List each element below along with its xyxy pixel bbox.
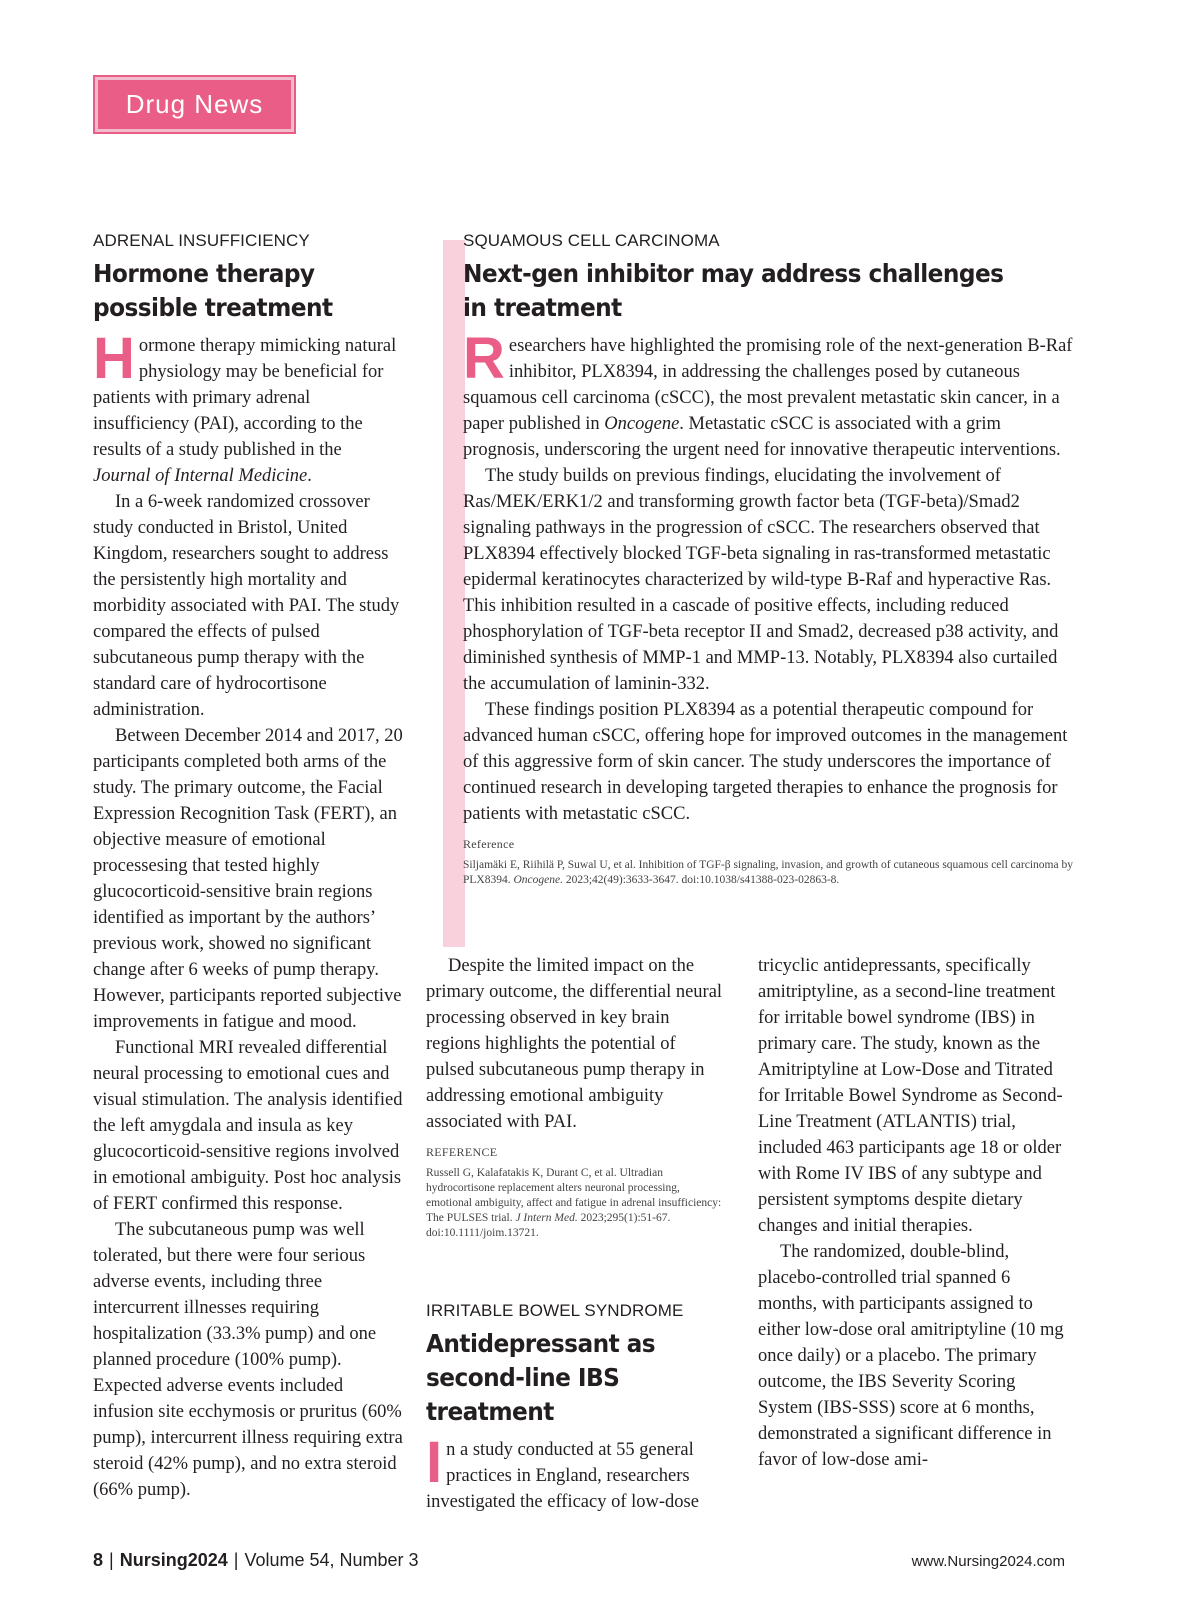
- journal-name: Journal of Internal Medicine: [93, 466, 308, 486]
- reference-text: Russell G, Kalafatakis K, Durant C, et al. Ultradian hydrocortisone replacement alters neuronal processing, emotional ambiguity, affect and fatigue in adrenal insufficiency: The PULSES trial. J Intern Med. 2023;295(1):51-67. doi:10.1111/joim.13721.: [426, 1167, 722, 1239]
- paragraph: The randomized, double-blind, placebo-controlled trial spanned 6 months, with participants assigned to either low-dose oral amitriptyline (10 mg once daily) or a placebo. The primary outcome, the IBS Severity Scoring System (IBS-SSS) score at 6 months, demonstrated a significant difference in favor of low-dose ami-: [758, 1242, 1064, 1470]
- reference-text: Siljamäki E, Riihilä P, Suwal U, et al. Inhibition of TGF-β signaling, invasion, and growth of cutaneous squamous cell carcinoma by PLX8394. Oncogene. 2023;42(49):3633-3647. doi:10.1038/s41388-023-02863-8.: [463, 859, 1073, 886]
- headline: Antidepressant as second-line IBS treatment: [426, 1329, 656, 1426]
- page-number: 8: [93, 1550, 104, 1570]
- paragraph: The study builds on previous findings, elucidating the involvement of Ras/MEK/ERK1/2 and transforming growth factor beta (TGF-beta)/Smad2 signaling pathways in the progression of cSCC. The researchers observed that PLX8394 effectively blocked TGF-beta signaling in ras-transformed metastatic epidermal keratinocytes characterized by wild-type B-Raf and hyperactive Ras. This inhibition resulted in a cascade of positive effects, including reduced phosphorylation of TGF-beta receptor II and Smad2, decreased p38 activity, and diminished synthesis of MMP-1 and MMP-13. Notably, PLX8394 also curtailed the accumulation of laminin-332.: [463, 466, 1059, 694]
- kicker: SQUAMOUS CELL CARCINOMA: [463, 231, 720, 250]
- section-tab: Drug News: [95, 77, 294, 132]
- paragraph: Despite the limited impact on the primary outcome, the differential neural processing observed in key brain regions highlights the potential of pulsed subcutaneous pump therapy in addressing emotional ambiguity associated with PAI.: [426, 956, 723, 1132]
- paragraph: The subcutaneous pump was well tolerated, but there were four serious adverse events, including three intercurrent illnesses requiring hospitalization (33.3% pump) and one planned procedure (100% pump). Expected adverse events included infusion site ecchymosis or pruritus (60% pump), intercurrent illness requiring extra steroid (42% pump), and no extra steroid (66% pump).: [93, 1220, 403, 1500]
- drop-cap: I: [426, 1430, 443, 1495]
- paragraph: tricyclic antidepressants, specifically amitriptyline, as a second-line treatment for irritable bowel syndrome (IBS) in primary care. The study, known as the Amitriptyline at Low-Dose and Titrated for Irritable Bowel Syndrome as Second-Line Treatment (ATLANTIS) trial, included 463 participants age 18 or older with Rome IV IBS of any subtype and persistent symptoms despite dietary changes and initial therapies.: [758, 956, 1063, 1236]
- article-adrenal-continued: [426, 953, 728, 1241]
- article-ibs: [426, 1301, 728, 1515]
- article-adrenal: [93, 231, 403, 1503]
- reference-label: REFERENCE: [426, 1145, 498, 1159]
- paragraph: In a study conducted at 55 general practices in England, researchers investigated the efficacy of low-dose: [426, 1430, 699, 1512]
- paragraph: Hormone therapy mimicking natural physiology may be beneficial for patients with primary adrenal insufficiency (PAI), according to the results of a study published in the Journal of Internal Medicine.: [93, 326, 397, 486]
- article-ibs-continued: [758, 953, 1073, 1473]
- paragraph: These findings position PLX8394 as a potential therapeutic compound for advanced human cSCC, offering hope for improved outcomes in the management of this aggressive form of skin cancer. The study underscores the importance of continued research in developing targeted therapies to enhance the prognosis for patients with metastatic cSCC.: [463, 700, 1068, 824]
- volume-info: Volume 54, Number 3: [244, 1550, 419, 1570]
- paragraph: Researchers have highlighted the promising role of the next-generation B-Raf inhibitor, PLX8394, in addressing the challenges posed by cutaneous squamous cell carcinoma (cSCC), the most prevalent metastatic skin cancer, in a paper published in Oncogene. Metastatic cSCC is associated with a grim prognosis, underscoring the urgent need for innovative therapeutic interventions.: [463, 326, 1073, 460]
- drop-cap: R: [463, 326, 505, 391]
- drop-cap: H: [93, 326, 135, 391]
- headline: Next-gen inhibitor may address challenges in treatment: [463, 259, 1004, 322]
- kicker: ADRENAL INSUFFICIENCY: [93, 231, 310, 250]
- paragraph: Functional MRI revealed differential neural processing to emotional cues and visual stimulation. The analysis identified the left amygdala and insula as key glucocorticoid-sensitive regions involved in emotional ambiguity. Post hoc analysis of FERT confirmed this response.: [93, 1038, 403, 1214]
- paragraph: In a 6-week randomized crossover study conducted in Bristol, United Kingdom, researchers sought to address the persistently high mortality and morbidity associated with PAI. The study compared the effects of pulsed subcutaneous pump therapy with the standard care of hydrocortisone administration.: [93, 492, 400, 720]
- journal-name: Oncogene: [604, 414, 680, 434]
- reference-label: Reference: [463, 837, 515, 851]
- sidebar-accent-bar: [443, 240, 465, 947]
- paragraph: Between December 2014 and 2017, 20 participants completed both arms of the study. The primary outcome, the Facial Expression Recognition Task (FERT), an objective measure of emotional processesing that tested highly glucocorticoid-sensitive brain regions identified as important by the authors’ previous work, showed no significant change after 6 weeks of pump therapy. However, participants reported subjective improvements in fatigue and mood.: [93, 726, 403, 1032]
- kicker: IRRITABLE BOWEL SYNDROME: [426, 1301, 684, 1320]
- publication-name: Nursing2024: [119, 1550, 228, 1570]
- footer-url: www.Nursing2024.com: [911, 1553, 1065, 1570]
- footer-left: 8 | Nursing2024 | Volume 54, Number 3: [93, 1550, 419, 1570]
- article-squamous: [463, 231, 1073, 888]
- headline: Hormone therapy possible treatment: [93, 259, 333, 322]
